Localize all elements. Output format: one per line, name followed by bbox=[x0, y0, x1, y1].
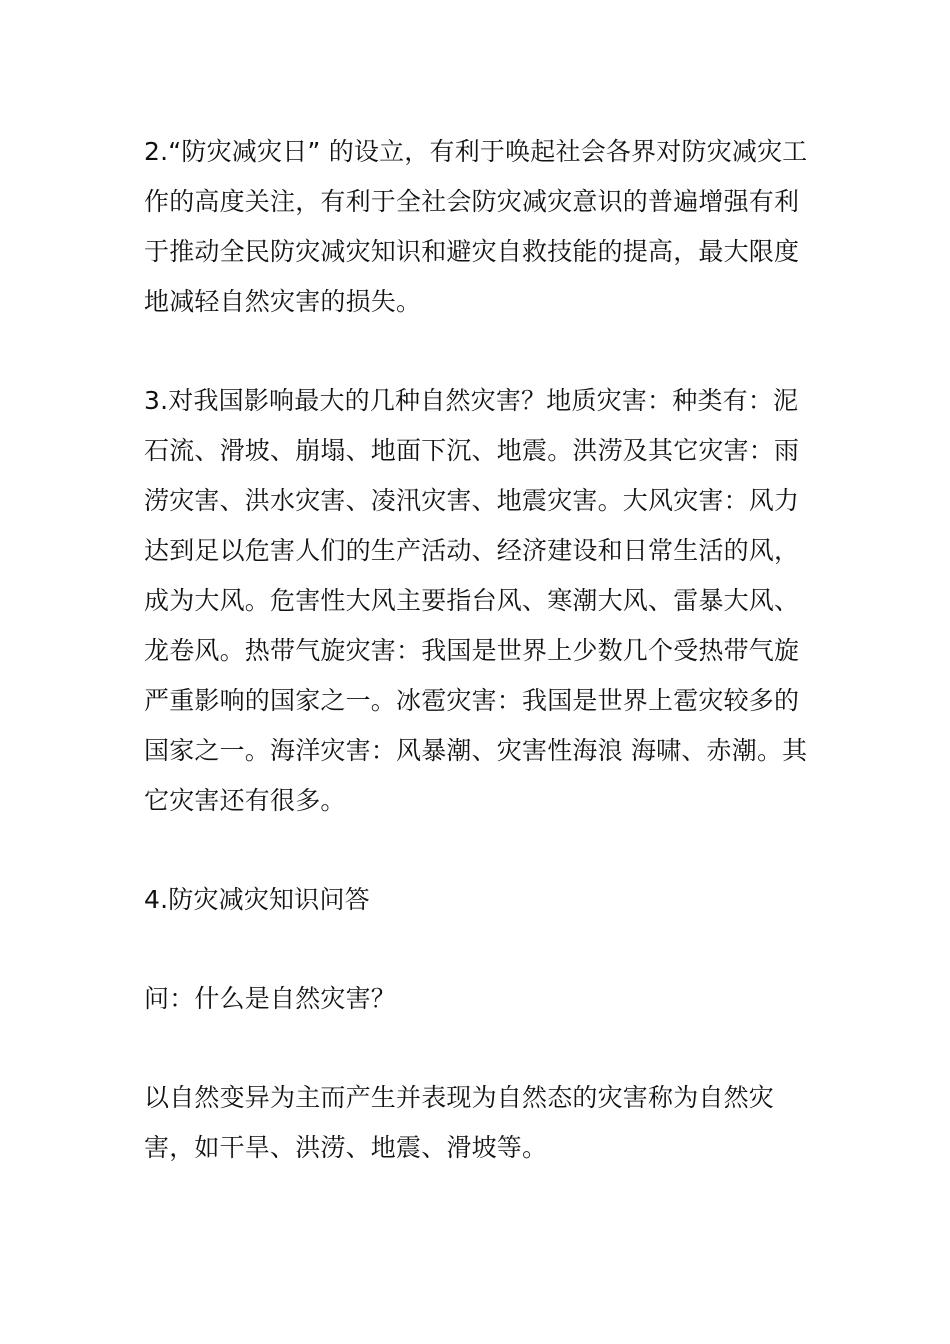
question-natural-disaster: 问：什么是自然灾害？ bbox=[144, 984, 397, 1013]
paragraph-gap bbox=[144, 327, 808, 376]
paragraph-gap bbox=[144, 925, 808, 974]
answer-natural-disaster: 以自然变异为主而产生并表现为自然态的灾害称为自然灾害，如干旱、洪涝、地震、滑坡等。 bbox=[144, 1083, 775, 1162]
section-heading-qa: 4.防灾减灾知识问答 bbox=[144, 885, 370, 914]
paragraph-natural-disasters: 3.对我国影响最大的几种自然灾害？地质灾害：种类有：泥石流、滑坡、崩塌、地面下沉、地震。洪涝及其它灾害：雨涝灾害、洪水灾害、凌汛灾害、地震灾害。大风灾害：风力达到足以危害人们的生产活动、经济建设和日常生活的风，成为大风。危害性大风主要指台风、寒潮大风、雷暴大风、龙卷风。热带气旋灾害：我国是世界上少数几个受热带气旋严重影响的国家之一。冰雹灾害：我国是世界上雹灾较多的国家之一。海洋灾害：风暴潮、灾害性海浪 海啸、赤潮。其它灾害还有很多。 bbox=[144, 386, 808, 815]
paragraph-gap bbox=[144, 1024, 808, 1073]
paragraph-disaster-day: 2.“防灾减灾日” 的设立，有利于唤起社会各界对防灾减灾工作的高度关注，有利于全社会防灾减灾意识的普遍增强有利于推动全民防灾减灾知识和避灾自救技能的提高，最大限度地减轻自然灾害的损失。 bbox=[144, 137, 808, 316]
paragraph-gap bbox=[144, 826, 808, 875]
document-body bbox=[144, 127, 808, 1173]
